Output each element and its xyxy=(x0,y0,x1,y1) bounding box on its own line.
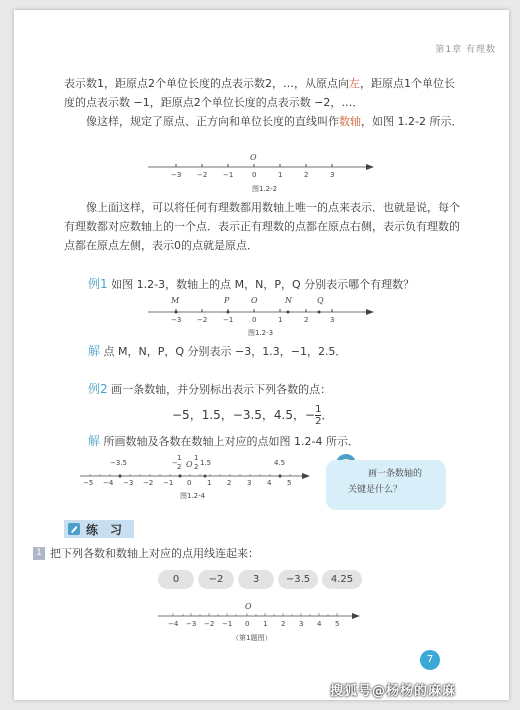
number-oval: 4.25 xyxy=(322,570,362,589)
number-oval: 0 xyxy=(158,570,194,589)
figure-caption: 图1.2-4 xyxy=(180,492,206,500)
exercise-prompt: 把下列各数和数轴上对应的点用线连起来： xyxy=(50,547,259,560)
page-header xyxy=(435,42,496,55)
watermark-text: 搜狐号@杨杨的麻麻 xyxy=(330,684,457,699)
tick-label: 1 xyxy=(278,171,283,179)
tick-label: 5 xyxy=(335,620,340,628)
tick-label: −3 xyxy=(123,479,134,487)
tick-label: 5 xyxy=(287,479,292,487)
page-number-badge: 7 xyxy=(420,650,440,670)
tick-label: 2 xyxy=(281,620,286,628)
fig4-ticks xyxy=(168,620,339,628)
tick-label: −3 xyxy=(171,171,182,179)
tick-label: −1 xyxy=(223,316,234,324)
example-2 xyxy=(88,380,458,399)
origin-label: O xyxy=(245,602,252,611)
tick-label: −1 xyxy=(163,479,174,487)
bubble-line-1: 画一条数轴的 xyxy=(368,469,423,479)
label-4-5: 4.5 xyxy=(274,459,286,467)
paragraph-2: 像这样，规定了原点、正方向和单位长度的直线叫作数轴，如图 1.2-2 所示． xyxy=(86,115,463,128)
tick-label: −3 xyxy=(171,316,182,324)
label-1-5: 1.5 xyxy=(200,459,212,467)
tick-label: 2 xyxy=(304,171,309,179)
number-oval: −3.5 xyxy=(278,570,318,589)
example-1-label: 例1 xyxy=(88,277,108,291)
paragraph-3: 像上面这样，可以将任何有理数都用数轴上唯一的点来表示．也就是说，每个有理数都对应数轴上的一个点．表示正有理数的点都在原点右侧，表示负有理数的点都在原点左侧，表示0的点就是原点． xyxy=(64,201,460,252)
tick-label: 3 xyxy=(247,479,252,487)
paragraph-1: 表示数1，距原点2个单位长度的点表示数2，…，从原点向左，距原点1个单位长度的点表示数 −1，距原点2个单位长度的点表示数 −2，…． xyxy=(64,77,455,109)
tick-label: −1 xyxy=(223,171,234,179)
tick-label: −2 xyxy=(143,479,154,487)
tick-label: 2 xyxy=(304,316,309,324)
tick-label: 0 xyxy=(252,171,257,179)
number-oval: −2 xyxy=(198,570,234,589)
example-2-numbers: −5，1.5，−3.5，4.5，− $\frac{1}{2}$ ． xyxy=(172,404,334,427)
solution-2 xyxy=(88,432,458,451)
figure-1-2-2 xyxy=(140,150,380,195)
origin-label: O xyxy=(250,153,257,162)
point-label-N: N xyxy=(285,296,292,305)
tick-label: 1 xyxy=(207,479,212,487)
figure-caption: （第1题图） xyxy=(232,634,272,642)
tick-label: 1 xyxy=(278,316,283,324)
bubble-line-2: 关键是什么？ xyxy=(348,485,403,495)
label-half2-num: 1 xyxy=(194,454,199,462)
tip-bubble xyxy=(326,460,446,510)
solution-1-label: 解 xyxy=(88,344,101,358)
figure-caption: 图1.2-2 xyxy=(252,185,278,193)
point-label-M: M xyxy=(171,296,180,305)
tick-label: −1 xyxy=(222,620,233,628)
chapter-title: 有理数 xyxy=(465,45,496,55)
chapter-label: 第1章 xyxy=(435,45,463,55)
example-1 xyxy=(88,275,458,294)
solution-2-text: 所画数轴及各数在数轴上对应的点如图 1.2-4 所示． xyxy=(103,435,359,448)
tick-label: −4 xyxy=(103,479,114,487)
origin-label: O xyxy=(186,460,193,469)
highlight-left: 左 xyxy=(349,77,360,90)
tick-label: 3 xyxy=(299,620,304,628)
number-oval: 3 xyxy=(238,570,274,589)
point-label-O: O xyxy=(251,296,258,305)
solution-2-label: 解 xyxy=(88,434,101,448)
tick-label: 1 xyxy=(263,620,268,628)
label-half2-den: 2 xyxy=(194,463,199,471)
solution-1-text: 点 M，N，P，Q 分别表示 −3，1.3，−1，2.5． xyxy=(103,345,347,358)
example-1-text: 如图 1.2-3，数轴上的点 M，N，P，Q 分别表示哪个有理数？ xyxy=(111,278,415,291)
tick-label: 4 xyxy=(267,479,272,487)
exercise-number-line xyxy=(150,600,370,646)
solution-1 xyxy=(88,342,458,361)
figure-1-2-3 xyxy=(140,294,380,339)
tick-label: −5 xyxy=(83,479,94,487)
pencil-note-icon xyxy=(67,522,81,536)
point-label-P: P xyxy=(224,296,230,305)
tick-label: 3 xyxy=(330,171,335,179)
figure-1-2-4 xyxy=(76,452,316,502)
exercise-header xyxy=(64,520,134,538)
point-label-Q: Q xyxy=(317,296,324,305)
label-neg-3-5: −3.5 xyxy=(110,459,127,467)
fig3-ticks xyxy=(83,479,291,487)
tick-label: −2 xyxy=(197,316,208,324)
tick-label: 3 xyxy=(330,316,335,324)
label-neg-half-sign: − xyxy=(172,459,178,467)
fig2-ticks xyxy=(171,309,334,324)
tick-label: −4 xyxy=(168,620,179,628)
fig1-ticks xyxy=(171,164,334,179)
question-number-badge: 1 xyxy=(33,547,45,560)
tick-label: 0 xyxy=(245,620,250,628)
fraction-half: $\frac{1}{2}$ xyxy=(315,404,322,427)
figure-caption: 图1.2-3 xyxy=(248,329,274,337)
label-half-den: 2 xyxy=(177,463,182,471)
tick-label: −3 xyxy=(186,620,197,628)
exercise-title: 练 习 xyxy=(86,523,123,537)
tick-label: 0 xyxy=(252,316,257,324)
example-2-label: 例2 xyxy=(88,382,108,396)
tick-label: −2 xyxy=(197,171,208,179)
keyword-number-line: 数轴 xyxy=(339,115,361,128)
label-half-num: 1 xyxy=(177,454,182,462)
tick-label: −2 xyxy=(204,620,215,628)
example-2-text: 画一条数轴，并分别标出表示下列各数的点： xyxy=(111,383,332,396)
tick-label: 4 xyxy=(317,620,322,628)
tick-label: 0 xyxy=(187,479,192,487)
tick-label: 2 xyxy=(227,479,232,487)
